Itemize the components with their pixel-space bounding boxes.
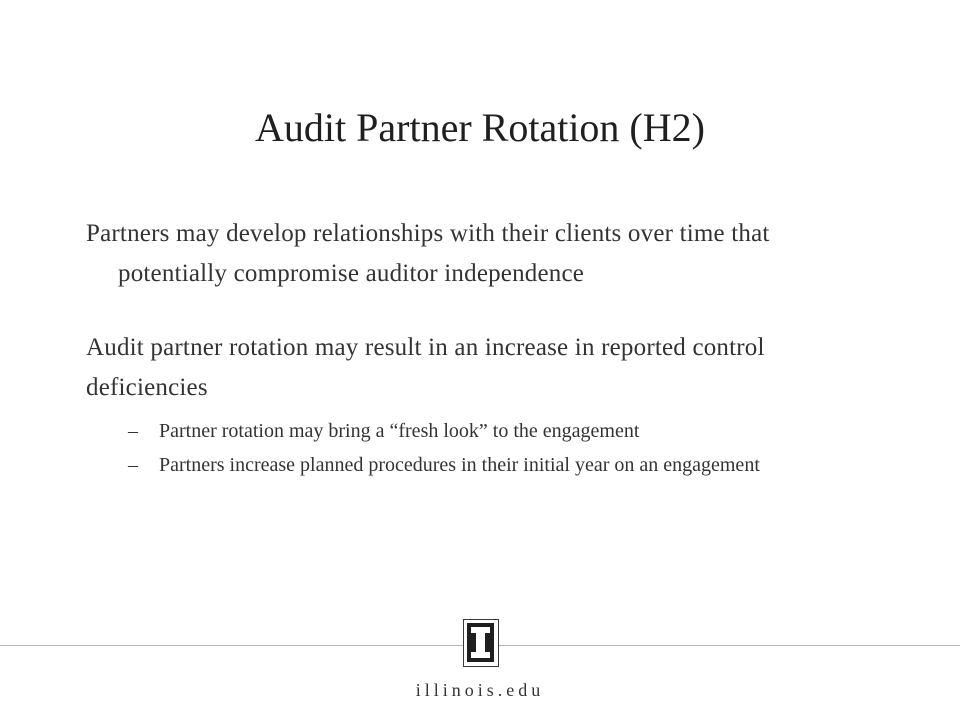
- sub-bullet-1-text: Partner rotation may bring a “fresh look” to the engagement: [159, 420, 640, 442]
- sub-bullet-list: [86, 414, 876, 482]
- bullet-point-1: Partners may develop relationships with their clients over time that potentially compromise auditor independence: [86, 220, 770, 287]
- sub-bullet-1: [86, 414, 876, 448]
- bullet-point-2: Audit partner rotation may result in an increase in reported control deficiencies: [86, 334, 765, 401]
- footer-domain: illinois.edu: [415, 680, 545, 700]
- slide-body: [86, 214, 876, 482]
- block-i-logo-icon: [463, 619, 499, 667]
- logo-inner: [467, 623, 494, 662]
- dash-icon: –: [128, 420, 138, 442]
- block-i-glyph: [467, 623, 494, 662]
- dash-icon: –: [128, 454, 138, 476]
- slide-title: Audit Partner Rotation (H2): [255, 105, 705, 150]
- sub-bullet-2-text: Partners increase planned procedures in their initial year on an engagement: [159, 454, 760, 476]
- sub-bullet-2: [86, 448, 876, 482]
